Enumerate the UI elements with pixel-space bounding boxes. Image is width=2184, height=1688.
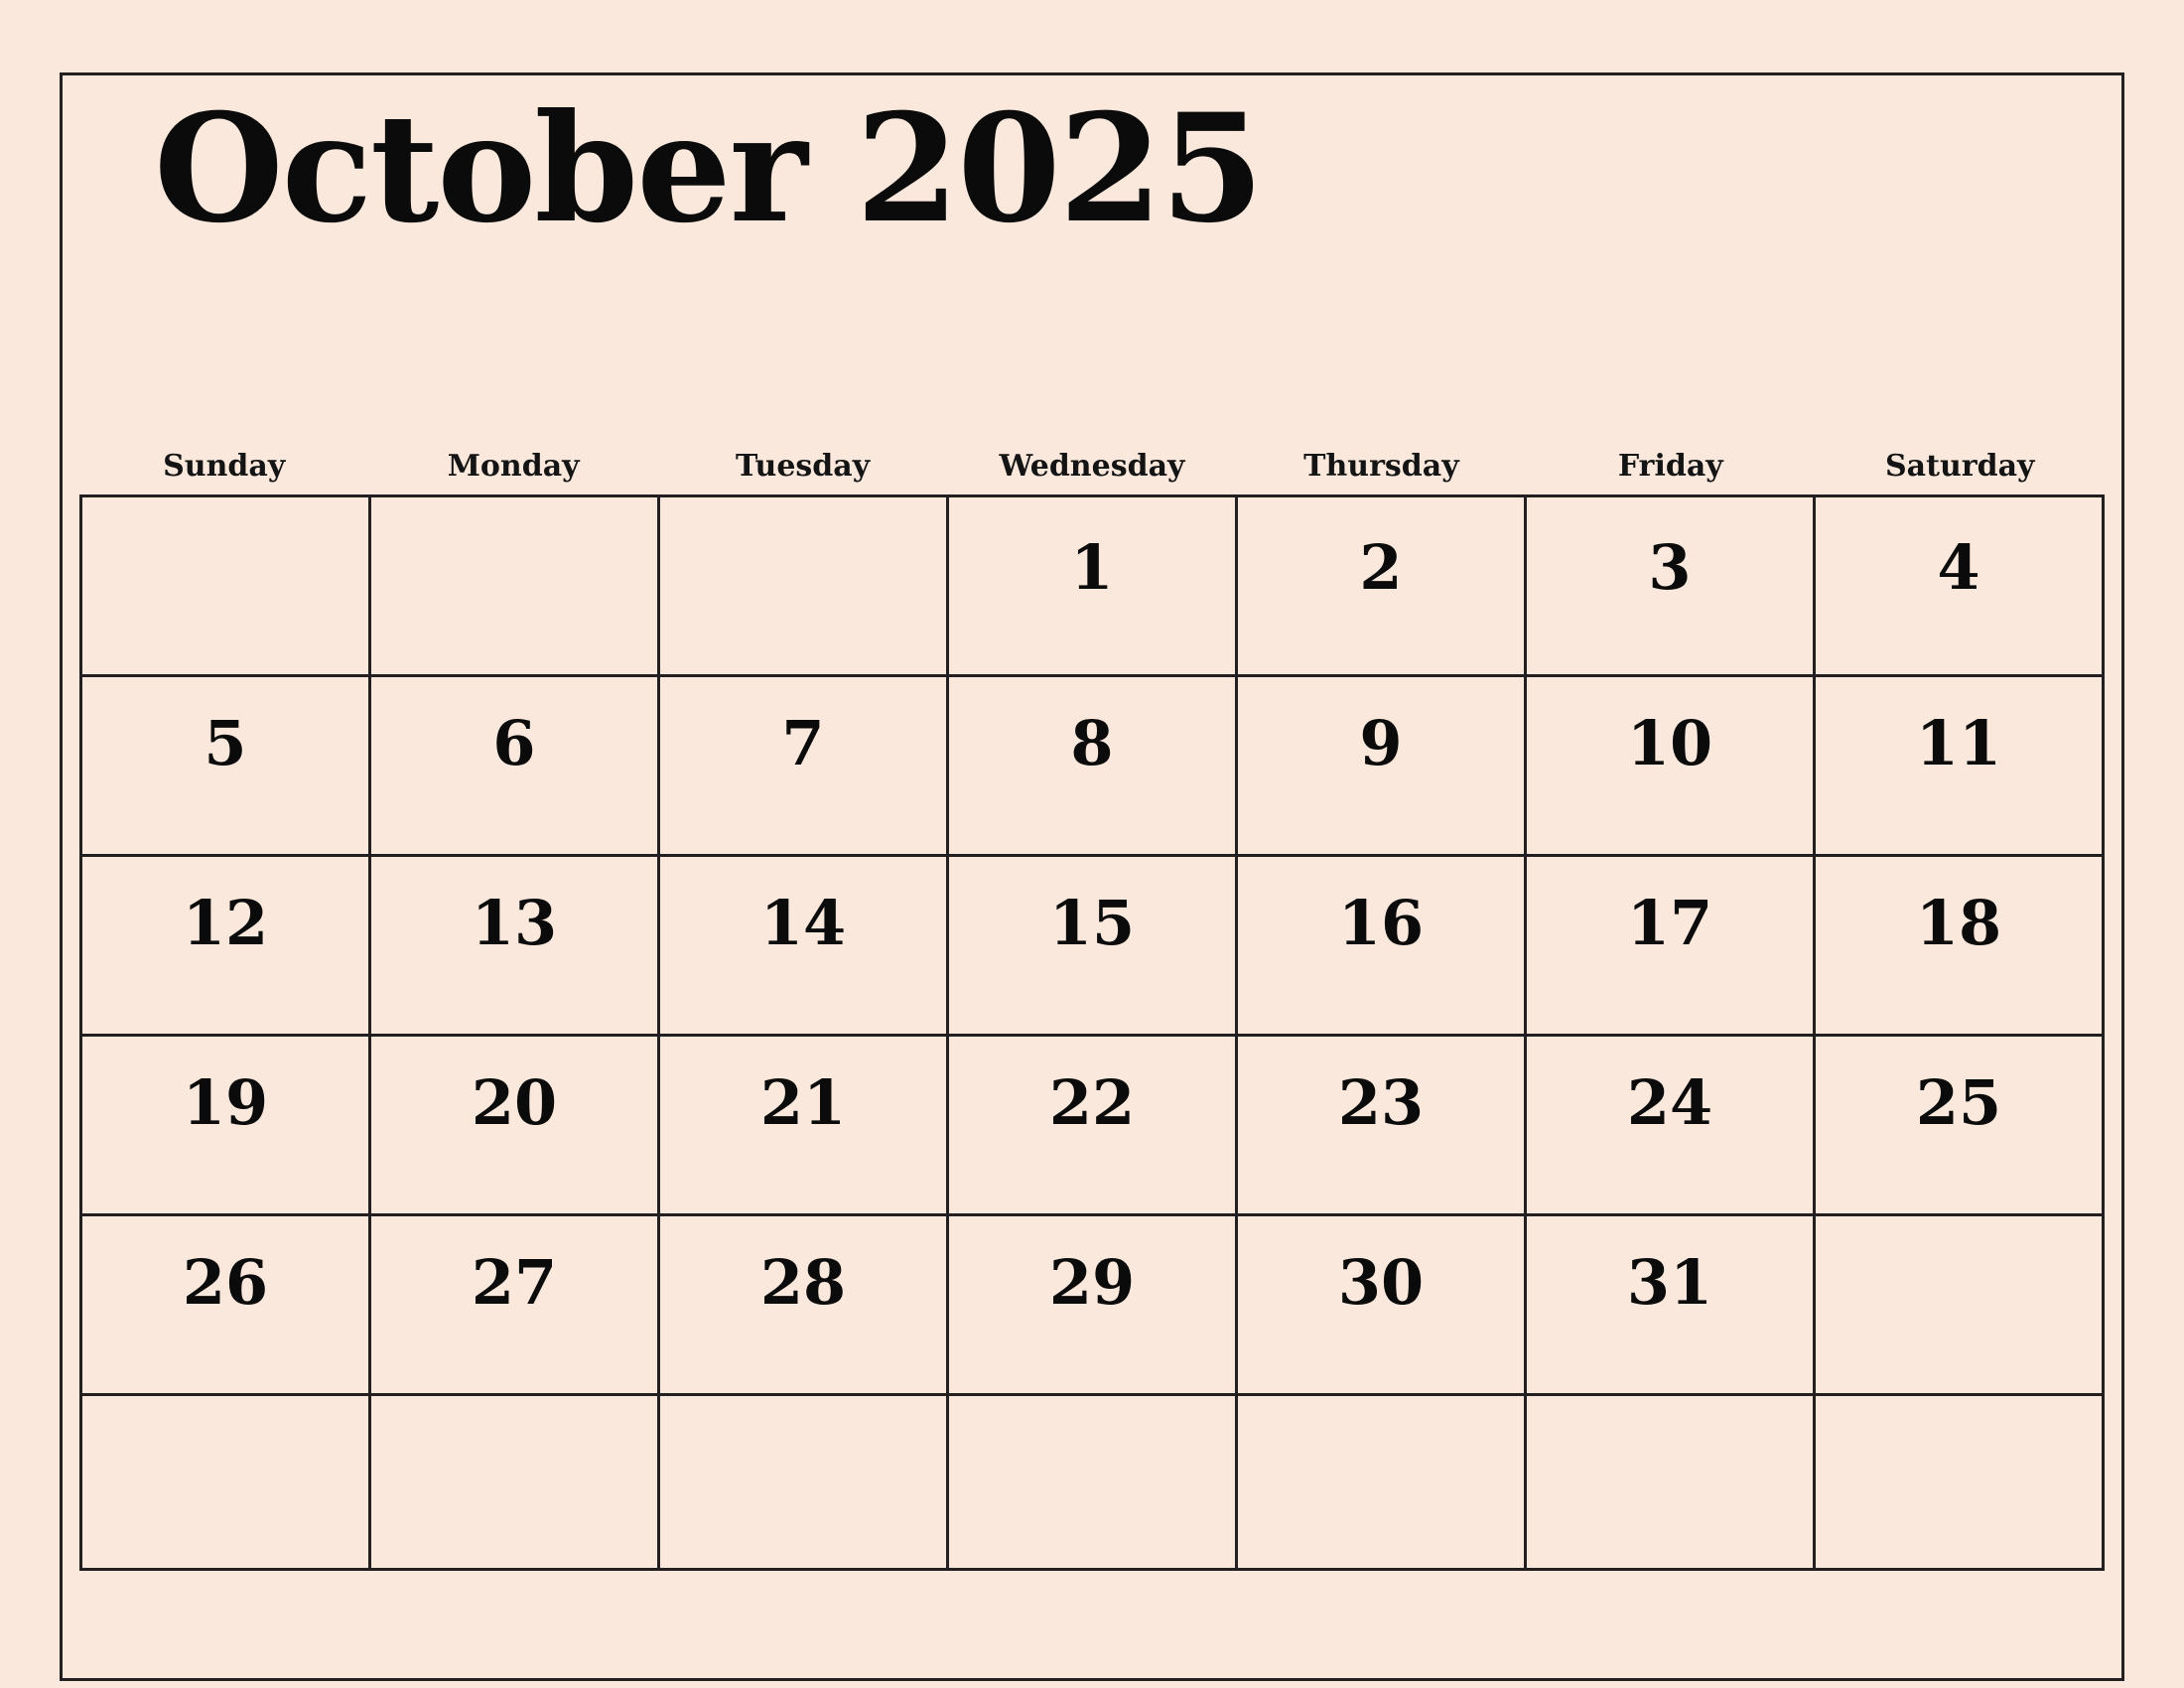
calendar-day-cell[interactable] (949, 1037, 1238, 1216)
day-number: 19 (182, 1066, 269, 1139)
calendar-day-cell[interactable] (1527, 677, 1816, 857)
calendar (79, 447, 2105, 1571)
day-number: 5 (204, 707, 247, 779)
calendar-day-cell[interactable] (1238, 1037, 1527, 1216)
calendar-day-cell[interactable] (82, 677, 371, 857)
calendar-day-cell[interactable] (1816, 1216, 2105, 1396)
calendar-day-cell[interactable] (371, 677, 660, 857)
calendar-day-cell[interactable] (371, 1216, 660, 1396)
calendar-week-row (82, 1216, 2105, 1396)
calendar-day-cell[interactable] (949, 1216, 1238, 1396)
day-number: 3 (1648, 531, 1692, 604)
day-number: 29 (1048, 1246, 1136, 1319)
calendar-day-cell[interactable] (949, 857, 1238, 1037)
calendar-day-cell[interactable] (660, 1396, 949, 1571)
weekday-header-saturday: Saturday (1885, 449, 2035, 484)
day-number: 18 (1915, 887, 2002, 959)
calendar-day-cell[interactable] (82, 1037, 371, 1216)
day-number: 16 (1337, 887, 1425, 959)
day-number: 1 (1070, 531, 1114, 604)
calendar-day-cell[interactable] (82, 857, 371, 1037)
day-number: 12 (182, 887, 269, 959)
calendar-day-cell[interactable] (1238, 857, 1527, 1037)
calendar-day-cell[interactable] (660, 677, 949, 857)
calendar-day-cell[interactable] (1816, 677, 2105, 857)
calendar-day-cell[interactable] (1527, 1216, 1816, 1396)
day-number: 24 (1626, 1066, 1713, 1139)
weekday-header-monday: Monday (447, 449, 580, 484)
page-title: October 2025 (154, 81, 1263, 256)
calendar-day-cell[interactable] (1238, 1396, 1527, 1571)
day-number: 2 (1359, 531, 1403, 604)
calendar-day-cell[interactable] (1816, 857, 2105, 1037)
weekday-header-friday: Friday (1617, 449, 1723, 484)
day-number: 4 (1937, 531, 1980, 604)
calendar-day-cell[interactable] (1816, 1396, 2105, 1571)
calendar-day-cell[interactable] (1527, 857, 1816, 1037)
calendar-day-cell[interactable] (371, 857, 660, 1037)
calendar-grid (79, 494, 2105, 1571)
calendar-day-cell[interactable] (1238, 677, 1527, 857)
day-number: 14 (759, 887, 847, 959)
day-number: 9 (1359, 707, 1403, 779)
calendar-week-row (82, 677, 2105, 857)
day-number: 20 (471, 1066, 558, 1139)
calendar-week-row (82, 497, 2105, 677)
day-number: 22 (1048, 1066, 1136, 1139)
calendar-day-cell[interactable] (660, 1037, 949, 1216)
calendar-day-cell[interactable] (1527, 1396, 1816, 1571)
calendar-day-cell[interactable] (1527, 1037, 1816, 1216)
day-number: 31 (1626, 1246, 1713, 1319)
calendar-week-row (82, 1037, 2105, 1216)
day-number: 26 (182, 1246, 269, 1319)
day-number: 27 (471, 1246, 558, 1319)
day-number: 6 (492, 707, 536, 779)
calendar-day-cell[interactable] (371, 1396, 660, 1571)
day-number: 7 (781, 707, 825, 779)
day-number: 30 (1337, 1246, 1425, 1319)
calendar-day-cell[interactable] (949, 497, 1238, 677)
weekday-header-row (79, 447, 2105, 494)
calendar-day-cell[interactable] (371, 1037, 660, 1216)
calendar-day-cell[interactable] (1238, 1216, 1527, 1396)
day-number: 13 (471, 887, 558, 959)
day-number: 25 (1915, 1066, 2002, 1139)
day-number: 11 (1915, 707, 2002, 779)
calendar-week-row (82, 857, 2105, 1037)
day-number: 21 (759, 1066, 847, 1139)
calendar-day-cell[interactable] (82, 1396, 371, 1571)
calendar-day-cell[interactable] (1816, 497, 2105, 677)
day-number: 17 (1626, 887, 1713, 959)
calendar-day-cell[interactable] (371, 497, 660, 677)
day-number: 15 (1048, 887, 1136, 959)
calendar-day-cell[interactable] (949, 1396, 1238, 1571)
weekday-header-thursday: Thursday (1303, 449, 1459, 484)
day-number: 28 (759, 1246, 847, 1319)
day-number: 8 (1070, 707, 1114, 779)
calendar-day-cell[interactable] (82, 497, 371, 677)
weekday-header-wednesday: Wednesday (999, 449, 1185, 484)
weekday-header-sunday: Sunday (163, 449, 286, 484)
calendar-day-cell[interactable] (1527, 497, 1816, 677)
calendar-day-cell[interactable] (1816, 1037, 2105, 1216)
calendar-day-cell[interactable] (660, 497, 949, 677)
calendar-week-row (82, 1396, 2105, 1571)
weekday-header-tuesday: Tuesday (735, 449, 871, 484)
calendar-day-cell[interactable] (660, 1216, 949, 1396)
calendar-day-cell[interactable] (660, 857, 949, 1037)
day-number: 10 (1626, 707, 1713, 779)
calendar-day-cell[interactable] (949, 677, 1238, 857)
calendar-day-cell[interactable] (1238, 497, 1527, 677)
calendar-day-cell[interactable] (82, 1216, 371, 1396)
day-number: 23 (1337, 1066, 1425, 1139)
